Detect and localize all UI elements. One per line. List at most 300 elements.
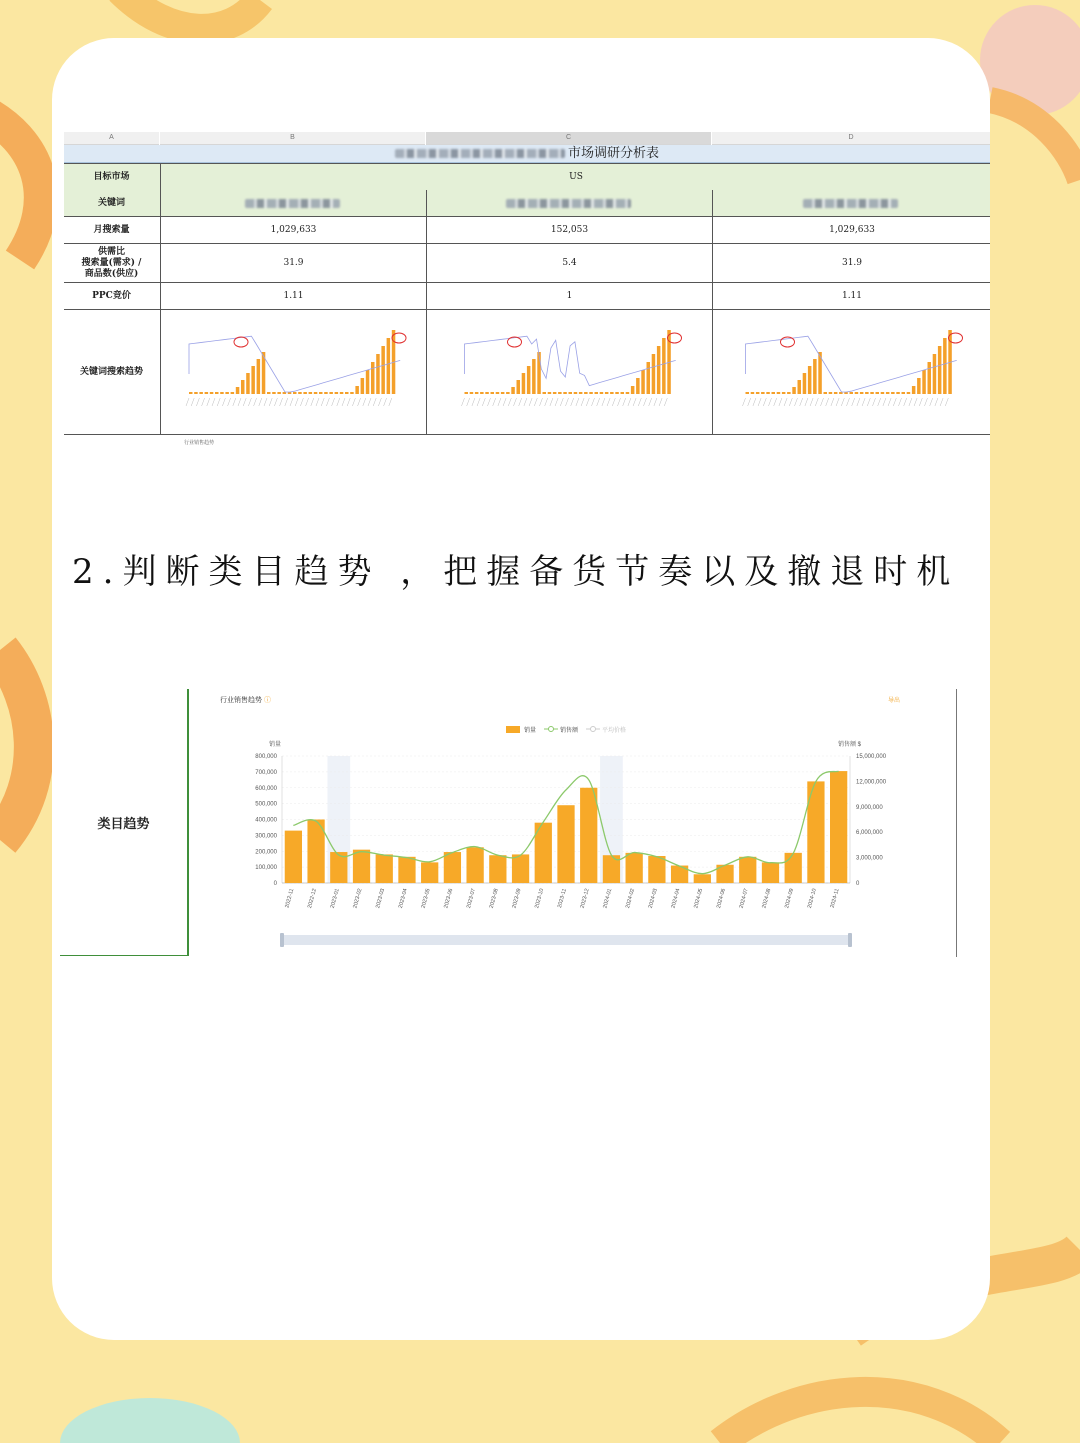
mini-bar bbox=[251, 366, 255, 394]
mini-tick-label bbox=[196, 398, 199, 406]
supply-demand-3[interactable]: 31.9 bbox=[712, 244, 990, 282]
legend-swatch-bar bbox=[506, 726, 520, 733]
mini-tick-label bbox=[467, 398, 470, 406]
mini-tick-label bbox=[586, 398, 589, 406]
mini-bar bbox=[517, 380, 521, 394]
mini-tick-label bbox=[904, 398, 907, 406]
mini-bar bbox=[210, 392, 214, 394]
mini-tick-label bbox=[592, 398, 595, 406]
mini-tick-label bbox=[638, 398, 641, 406]
mini-tick-label bbox=[784, 398, 787, 406]
mini-bar bbox=[569, 392, 573, 394]
mini-bar bbox=[798, 380, 802, 394]
mini-tick-label bbox=[581, 398, 584, 406]
mini-bar bbox=[657, 346, 661, 394]
bar bbox=[376, 854, 393, 883]
label-line: 商品数(供应) bbox=[84, 268, 139, 279]
mini-tick-label bbox=[482, 398, 485, 406]
x-tick-label: 2024-04 bbox=[670, 887, 682, 910]
mini-bar bbox=[662, 338, 666, 394]
mini-bar bbox=[324, 392, 328, 394]
mini-tick-label bbox=[191, 398, 194, 406]
mini-trend-chart bbox=[437, 314, 702, 424]
mini-tick-label bbox=[300, 398, 303, 406]
bar bbox=[285, 831, 302, 883]
mini-tick-label bbox=[857, 398, 860, 406]
bar bbox=[648, 856, 665, 883]
mini-bar bbox=[303, 392, 307, 394]
bar bbox=[762, 862, 779, 883]
mini-tick-label bbox=[664, 398, 667, 406]
target-market-value[interactable]: US bbox=[160, 164, 990, 190]
mini-tick-label bbox=[925, 398, 928, 406]
mini-bar bbox=[589, 392, 593, 394]
column-header-a[interactable]: A bbox=[64, 132, 159, 145]
mini-bar bbox=[563, 392, 567, 394]
mini-tick-label bbox=[888, 398, 891, 406]
mini-tick-label bbox=[384, 398, 387, 406]
mini-bar bbox=[777, 392, 781, 394]
mini-bar bbox=[527, 366, 531, 394]
mini-tick-label bbox=[217, 398, 220, 406]
mini-bar bbox=[824, 392, 828, 394]
mini-bar bbox=[772, 392, 776, 394]
x-tick-label: 2024-11 bbox=[829, 887, 841, 909]
x-tick-label: 2024-05 bbox=[693, 887, 705, 910]
mini-bar bbox=[257, 359, 261, 394]
bar bbox=[466, 847, 483, 883]
mini-tick-label bbox=[930, 398, 933, 406]
mini-tick-label bbox=[571, 398, 574, 406]
mini-tick-label bbox=[368, 398, 371, 406]
mini-tick-label bbox=[472, 398, 475, 406]
mini-bar bbox=[621, 392, 625, 394]
mini-tick-label bbox=[862, 398, 865, 406]
mini-bar bbox=[345, 392, 349, 394]
legend-label: 销售额 bbox=[560, 728, 579, 734]
y-tick-label-left: 100,000 bbox=[255, 865, 277, 872]
mini-tick-label bbox=[945, 398, 948, 406]
x-tick-label: 2024-10 bbox=[806, 887, 818, 910]
mini-tick-label bbox=[363, 398, 366, 406]
y-tick-label-left: 0 bbox=[273, 881, 277, 887]
x-tick-label: 2022-11 bbox=[284, 887, 296, 909]
mini-bar bbox=[553, 392, 557, 394]
sheet-title-row[interactable] bbox=[64, 145, 990, 163]
y-tick-label-left: 500,000 bbox=[255, 801, 277, 808]
mini-bar bbox=[511, 387, 515, 394]
mini-tick-label bbox=[836, 398, 839, 406]
x-tick-label: 2023-03 bbox=[375, 887, 387, 910]
x-tick-label: 2023-09 bbox=[511, 887, 523, 910]
mini-tick-label bbox=[633, 398, 636, 406]
mini-bar bbox=[766, 392, 770, 394]
mini-bar bbox=[850, 392, 854, 394]
mini-tick-label bbox=[623, 398, 626, 406]
mini-bar bbox=[891, 392, 895, 394]
market-research-sheet bbox=[60, 132, 990, 450]
mini-tick-label bbox=[893, 398, 896, 406]
mini-tick-label bbox=[337, 398, 340, 406]
mini-tick-label bbox=[607, 398, 610, 406]
row-label-keyword[interactable]: 关键词 bbox=[64, 190, 159, 216]
keyword-cell-1[interactable] bbox=[160, 190, 426, 216]
bar bbox=[557, 805, 574, 883]
mini-trend-chart bbox=[723, 314, 978, 424]
mini-tick-label bbox=[378, 398, 381, 406]
mini-tick-label bbox=[576, 398, 579, 406]
mini-tick-label bbox=[826, 398, 829, 406]
mini-bar bbox=[876, 392, 880, 394]
category-trend-section bbox=[60, 689, 964, 957]
mini-bar bbox=[465, 392, 469, 394]
mini-tick-label bbox=[519, 398, 522, 406]
mini-tick-label bbox=[644, 398, 647, 406]
mini-tick-label bbox=[321, 398, 324, 406]
mini-bar bbox=[615, 392, 619, 394]
bar bbox=[694, 874, 711, 883]
bar bbox=[626, 853, 643, 883]
mini-bar bbox=[189, 392, 193, 394]
mini-tick-label bbox=[274, 398, 277, 406]
x-tick-label: 2023-10 bbox=[534, 887, 546, 910]
mini-bar bbox=[361, 378, 365, 394]
mini-tick-label bbox=[878, 398, 881, 406]
mini-bar bbox=[631, 386, 635, 394]
mini-bar bbox=[938, 346, 942, 394]
y-tick-label-right: 6,000,000 bbox=[856, 830, 883, 837]
mini-tick-label bbox=[228, 398, 231, 406]
row-label-ppc[interactable]: PPC竞价 bbox=[92, 290, 131, 301]
mini-bar bbox=[272, 392, 276, 394]
mini-tick-label bbox=[212, 398, 215, 406]
mini-tick-label bbox=[503, 398, 506, 406]
x-tick-label: 2024-08 bbox=[761, 887, 773, 910]
mini-bar bbox=[350, 392, 354, 394]
table-row bbox=[64, 310, 990, 435]
table-row bbox=[64, 283, 990, 310]
mini-bar bbox=[865, 392, 869, 394]
keyword-cell-3[interactable] bbox=[712, 190, 990, 216]
mini-tick-label bbox=[352, 398, 355, 406]
mini-tick-label bbox=[534, 398, 537, 406]
mini-tick-label bbox=[529, 398, 532, 406]
mini-tick-label bbox=[373, 398, 376, 406]
mini-bar bbox=[922, 370, 926, 394]
help-icon[interactable]: ⓘ bbox=[263, 697, 271, 704]
label-line: 搜索量(需求) / bbox=[81, 257, 142, 268]
mini-bar bbox=[506, 392, 510, 394]
keyword-cell-2[interactable] bbox=[426, 190, 712, 216]
mini-bar bbox=[470, 392, 474, 394]
x-tick-label: 2024-01 bbox=[602, 887, 614, 910]
mini-tick-label bbox=[347, 398, 350, 406]
mini-tick-label bbox=[789, 398, 792, 406]
mini-bar bbox=[314, 392, 318, 394]
mini-bar bbox=[579, 392, 583, 394]
mini-bar bbox=[896, 392, 900, 394]
mini-tick-label bbox=[508, 398, 511, 406]
mini-bar bbox=[751, 392, 755, 394]
x-tick-label: 2024-07 bbox=[738, 887, 750, 910]
export-link[interactable]: 导出 bbox=[888, 698, 901, 704]
chart-title bbox=[220, 695, 271, 705]
mini-tick-label bbox=[186, 398, 189, 406]
y-tick-label-left: 600,000 bbox=[255, 785, 277, 792]
x-tick-label: 2023-05 bbox=[420, 887, 432, 910]
mini-bar bbox=[548, 392, 552, 394]
mini-bar bbox=[641, 370, 645, 394]
bar bbox=[830, 771, 847, 883]
mini-bar bbox=[267, 392, 271, 394]
x-tick-label: 2023-12 bbox=[579, 887, 591, 910]
mini-bar bbox=[231, 392, 235, 394]
mini-tick-label bbox=[342, 398, 345, 406]
mini-tick-label bbox=[628, 398, 631, 406]
mini-tick-label bbox=[769, 398, 772, 406]
bar bbox=[580, 788, 597, 883]
x-tick-label: 2022-12 bbox=[306, 887, 319, 910]
mini-tick-label bbox=[899, 398, 902, 406]
content-card bbox=[52, 38, 990, 1340]
column-header-c[interactable]: C bbox=[426, 132, 711, 145]
mini-tick-label bbox=[332, 398, 335, 406]
mini-tick-label bbox=[264, 398, 267, 406]
mini-bar bbox=[943, 338, 947, 394]
blurred-text bbox=[803, 199, 898, 208]
mini-bar bbox=[355, 386, 359, 394]
mini-tick-label bbox=[847, 398, 850, 406]
mini-tick-label bbox=[550, 398, 553, 406]
mini-bar bbox=[293, 392, 297, 394]
mini-bar bbox=[329, 392, 333, 394]
mini-bar bbox=[855, 392, 859, 394]
mini-tick-label bbox=[612, 398, 615, 406]
mini-bar bbox=[746, 392, 750, 394]
mini-tick-label bbox=[555, 398, 558, 406]
mini-bar bbox=[480, 392, 484, 394]
mini-tick-label bbox=[233, 398, 236, 406]
ppc-3[interactable]: 1.11 bbox=[712, 283, 990, 309]
mini-bar bbox=[787, 392, 791, 394]
mini-tick-label bbox=[779, 398, 782, 406]
table-row bbox=[64, 190, 990, 217]
bar bbox=[398, 857, 415, 883]
legend-label: 平均价格 bbox=[602, 728, 627, 734]
sheet-title: 市场调研分析表 bbox=[567, 146, 659, 161]
mini-bar bbox=[241, 380, 245, 394]
mini-tick-label bbox=[748, 398, 751, 406]
mini-bar bbox=[600, 392, 604, 394]
mini-bar bbox=[870, 392, 874, 394]
bar bbox=[353, 850, 370, 883]
mini-bar bbox=[236, 387, 240, 394]
mini-tick-label bbox=[753, 398, 756, 406]
mini-bar bbox=[912, 386, 916, 394]
column-header-d[interactable]: D bbox=[712, 132, 990, 145]
mini-tick-label bbox=[867, 398, 870, 406]
bar bbox=[739, 857, 756, 883]
keyword-trend-cell-1[interactable] bbox=[160, 310, 426, 434]
y-tick-label-right: 3,000,000 bbox=[856, 855, 883, 862]
mini-bar bbox=[335, 392, 339, 394]
label-line: 供需比 bbox=[97, 246, 125, 257]
mini-tick-label bbox=[207, 398, 210, 406]
mini-tick-label bbox=[540, 398, 543, 406]
mini-bar bbox=[215, 392, 219, 394]
mini-bar bbox=[574, 392, 578, 394]
mini-bar bbox=[808, 366, 812, 394]
mini-tick-label bbox=[259, 398, 262, 406]
mini-tick-label bbox=[831, 398, 834, 406]
y-tick-label-left: 400,000 bbox=[255, 817, 277, 824]
x-tick-label: 2023-04 bbox=[397, 887, 409, 910]
blurred-text bbox=[506, 199, 631, 208]
mini-tick-label bbox=[659, 398, 662, 406]
mini-bar bbox=[584, 392, 588, 394]
mini-tick-label bbox=[248, 398, 251, 406]
mini-tick-label bbox=[202, 398, 205, 406]
y-axis-right-title: 销售额 $ bbox=[838, 742, 862, 748]
bar bbox=[785, 853, 802, 883]
mini-tick-label bbox=[238, 398, 241, 406]
blurred-text bbox=[395, 149, 565, 158]
y-tick-label-left: 700,000 bbox=[255, 769, 277, 776]
mini-bar bbox=[782, 392, 786, 394]
mini-tick-label bbox=[290, 398, 293, 406]
mini-bar bbox=[225, 392, 229, 394]
supply-demand-2[interactable]: 5.4 bbox=[426, 244, 712, 282]
mini-tick-label bbox=[602, 398, 605, 406]
mini-bar bbox=[834, 392, 838, 394]
category-trend-label: 类目趋势 bbox=[60, 689, 189, 956]
monthly-search-3[interactable]: 1,029,633 bbox=[712, 217, 990, 243]
mini-bar bbox=[205, 392, 209, 394]
mini-bar bbox=[277, 392, 281, 394]
mini-bar bbox=[298, 392, 302, 394]
x-tick-label: 2023-06 bbox=[443, 887, 455, 910]
mini-bar bbox=[199, 392, 203, 394]
x-tick-label: 2023-08 bbox=[488, 887, 500, 910]
mini-tick-label bbox=[566, 398, 569, 406]
bar bbox=[421, 862, 438, 883]
bar bbox=[444, 852, 461, 883]
mini-bar bbox=[647, 362, 651, 394]
mini-trend-chart bbox=[169, 314, 419, 424]
mini-bar bbox=[532, 359, 536, 394]
mini-bar bbox=[595, 392, 599, 394]
bar bbox=[489, 855, 506, 883]
mini-tick-label bbox=[243, 398, 246, 406]
y-tick-label-left: 300,000 bbox=[255, 833, 277, 840]
mini-bar bbox=[829, 392, 833, 394]
y-tick-label-right: 15,000,000 bbox=[856, 754, 887, 760]
monthly-search-2[interactable]: 152,053 bbox=[426, 217, 712, 243]
chart-title-text: 行业销售趋势 bbox=[220, 697, 262, 704]
mini-tick-label bbox=[358, 398, 361, 406]
mini-tick-label bbox=[919, 398, 922, 406]
mini-bar bbox=[902, 392, 906, 394]
y-tick-label-left: 800,000 bbox=[255, 754, 277, 760]
ppc-1[interactable]: 1.11 bbox=[160, 283, 426, 309]
chart-legend bbox=[506, 726, 626, 734]
row-label-monthly-search[interactable]: 月搜索量 bbox=[93, 224, 130, 235]
legend-marker bbox=[591, 727, 596, 732]
mini-tick-label bbox=[815, 398, 818, 406]
row-label-keyword-trend[interactable]: 关键词搜索趋势 bbox=[79, 366, 143, 377]
mini-bar bbox=[376, 354, 380, 394]
mini-bar bbox=[636, 378, 640, 394]
table-row bbox=[64, 217, 990, 244]
mini-tick-label bbox=[763, 398, 766, 406]
mini-bar bbox=[387, 338, 391, 394]
range-slider-handle-left bbox=[280, 933, 284, 947]
mini-tick-label bbox=[841, 398, 844, 406]
mini-bar bbox=[605, 392, 609, 394]
mini-tick-label bbox=[821, 398, 824, 406]
bottom-caption: 行业销售趋势 bbox=[184, 440, 215, 446]
mini-tick-label bbox=[909, 398, 912, 406]
x-tick-label: 2024-09 bbox=[784, 887, 796, 910]
supply-demand-1[interactable]: 31.9 bbox=[160, 244, 426, 282]
mini-tick-label bbox=[306, 398, 309, 406]
keyword-trend-cell-2[interactable] bbox=[426, 310, 712, 434]
x-tick-label: 2023-02 bbox=[352, 887, 364, 910]
mini-tick-label bbox=[795, 398, 798, 406]
mini-bar bbox=[860, 392, 864, 394]
mini-bar bbox=[491, 392, 495, 394]
mini-tick-label bbox=[810, 398, 813, 406]
category-sales-chart bbox=[210, 711, 890, 957]
mini-bar bbox=[756, 392, 760, 394]
mini-bar bbox=[319, 392, 323, 394]
mini-bar bbox=[917, 378, 921, 394]
row-label-supply-demand[interactable] bbox=[64, 244, 159, 282]
mini-tick-label bbox=[545, 398, 548, 406]
mini-tick-label bbox=[940, 398, 943, 406]
table-row bbox=[64, 163, 990, 191]
mini-bar bbox=[928, 362, 932, 394]
mini-bar bbox=[496, 392, 500, 394]
mini-tick-label bbox=[774, 398, 777, 406]
mini-tick-label bbox=[758, 398, 761, 406]
mini-bar bbox=[881, 392, 885, 394]
x-tick-label: 2023-01 bbox=[329, 887, 341, 910]
mini-bar bbox=[537, 352, 541, 394]
keyword-trend-cell-3[interactable] bbox=[712, 310, 990, 434]
mini-tick-label bbox=[873, 398, 876, 406]
y-tick-label-left: 200,000 bbox=[255, 849, 277, 856]
mini-tick-label bbox=[914, 398, 917, 406]
range-slider-track bbox=[282, 935, 850, 945]
range-slider-handle-right bbox=[848, 933, 852, 947]
mini-bar bbox=[340, 392, 344, 394]
mini-tick-label bbox=[311, 398, 314, 406]
mini-tick-label bbox=[488, 398, 491, 406]
column-header-b[interactable]: B bbox=[160, 132, 425, 145]
mini-tick-label bbox=[498, 398, 501, 406]
mini-tick-label bbox=[852, 398, 855, 406]
mini-bar bbox=[485, 392, 489, 394]
mini-bar bbox=[610, 392, 614, 394]
y-axis-left-title: 销量 bbox=[268, 742, 282, 748]
ppc-2[interactable]: 1 bbox=[426, 283, 712, 309]
mini-tick-label bbox=[649, 398, 652, 406]
y-tick-label-right: 12,000,000 bbox=[856, 779, 887, 786]
monthly-search-1[interactable]: 1,029,633 bbox=[160, 217, 426, 243]
mini-tick-label bbox=[254, 398, 257, 406]
row-label-target-market[interactable]: 目标市场 bbox=[64, 164, 159, 190]
